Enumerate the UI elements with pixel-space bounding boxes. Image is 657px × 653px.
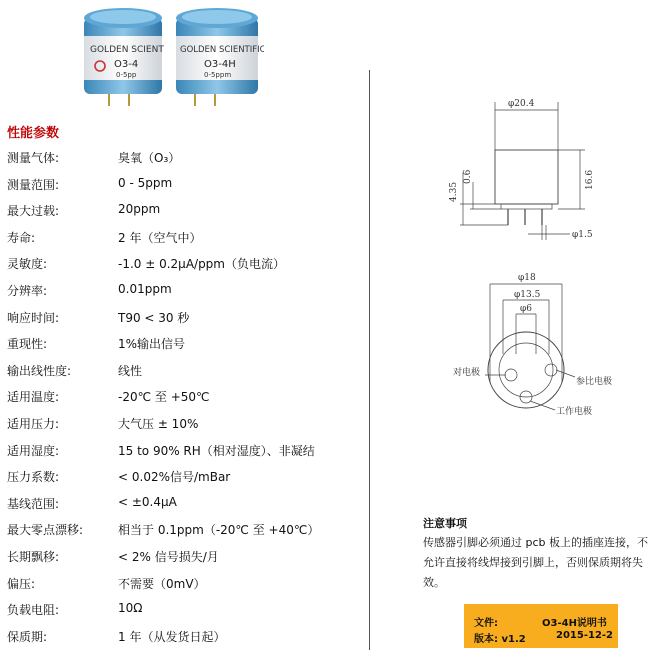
notes-title: 注意事项 <box>423 517 467 530</box>
counter-electrode-label: 对电极 <box>453 368 481 378</box>
spec-value: 不需要（0mV） <box>118 576 206 591</box>
spec-label: 保质期: <box>7 629 48 644</box>
spec-label: 偏压: <box>7 576 36 591</box>
photo-brand-right: GOLDEN SCIENTIFIC <box>180 45 264 55</box>
dim-top-width: φ20.4 <box>508 99 535 109</box>
dim-13-5: φ13.5 <box>514 290 541 300</box>
version-label: 版本: v1.2 <box>474 634 526 645</box>
photo-range-right: 0-5ppm <box>204 71 232 79</box>
dim-6: φ6 <box>520 304 533 314</box>
working-electrode-label: 工作电极 <box>556 407 593 417</box>
spec-value: 2 年（空气中） <box>118 230 202 245</box>
spec-row <box>7 276 367 302</box>
spec-label: 灵敏度: <box>7 257 48 272</box>
spec-value: 大气压 ± 10% <box>118 417 199 431</box>
spec-value: 相当于 0.1ppm（-20℃ 至 +40℃） <box>118 523 320 538</box>
spec-label: 测量范围: <box>7 177 60 192</box>
sensor-left <box>84 8 164 106</box>
spec-value: 线性 <box>118 363 143 378</box>
spec-label: 输出线性度: <box>7 363 72 378</box>
spec-row <box>7 143 367 169</box>
spec-row <box>7 170 367 196</box>
spec-value: 0 - 5ppm <box>118 175 173 190</box>
photo-model-right: O3-4H <box>204 59 236 70</box>
spec-label: 最大过载: <box>7 204 60 219</box>
spec-value: < ±0.4μA <box>118 494 177 509</box>
dimension-drawing <box>410 92 655 422</box>
photo-model-left: O3-4 <box>114 59 139 70</box>
document-info-box <box>464 604 618 648</box>
spec-label: 适用湿度: <box>7 443 60 458</box>
file-label: 文件: <box>474 618 498 629</box>
spec-row <box>7 489 367 515</box>
spec-label: 寿命: <box>7 230 36 245</box>
dim-16-6: 16.6 <box>585 169 595 190</box>
notes-text: 传感器引脚必须通过 pcb 板上的插座连接，不允许直接将线焊接到引脚上，否则保质期将失效。 <box>423 536 649 589</box>
dim-4-35: 4.35 <box>449 181 459 202</box>
dim-18: φ18 <box>518 273 536 283</box>
date-value: 2015-12-2 <box>556 630 614 641</box>
spec-row <box>7 542 367 568</box>
spec-value: 0.01ppm <box>118 282 172 296</box>
spec-value: 1 年（从发货日起） <box>118 629 226 644</box>
dim-pin-diameter: φ1.5 <box>572 230 593 240</box>
spec-row <box>7 329 367 355</box>
spec-label: 分辨率: <box>7 284 48 298</box>
spec-title: 性能参数 <box>7 126 60 141</box>
product-photo <box>78 0 264 108</box>
spec-label: 最大零点漂移: <box>7 523 84 538</box>
spec-row <box>7 196 367 222</box>
spec-row <box>7 462 367 488</box>
spec-row <box>7 303 367 329</box>
spec-row <box>7 436 367 462</box>
spec-value: -20℃ 至 +50℃ <box>118 390 210 405</box>
spec-label: 响应时间: <box>7 310 60 325</box>
spec-value: 15 to 90% RH（相对湿度）、非凝结 <box>118 443 315 458</box>
spec-row <box>7 569 367 595</box>
spec-label: 测量气体: <box>7 151 60 165</box>
photo-brand-left: GOLDEN SCIENT <box>90 45 164 55</box>
spec-value: 1%输出信号 <box>118 337 186 352</box>
spec-label: 重现性: <box>7 337 48 352</box>
spec-row <box>7 249 367 275</box>
file-value: O3-4H说明书 <box>542 618 607 629</box>
spec-label: 适用压力: <box>7 417 60 431</box>
spec-label: 负载电阻: <box>7 603 60 618</box>
spec-row <box>7 622 367 648</box>
spec-row <box>7 223 367 249</box>
spec-value: < 0.02%信号/mBar <box>118 470 231 485</box>
spec-label: 压力系数: <box>7 470 60 485</box>
spec-label: 适用温度: <box>7 390 60 405</box>
spec-row <box>7 515 367 541</box>
spec-value: -1.0 ± 0.2μA/ppm（负电流） <box>118 257 285 272</box>
sensor-right <box>176 8 264 106</box>
divider <box>369 70 370 650</box>
spec-row <box>7 382 367 408</box>
spec-row <box>7 409 367 435</box>
spec-value: 10Ω <box>118 601 143 616</box>
spec-value: T90 < 30 秒 <box>118 310 190 325</box>
spec-row <box>7 356 367 382</box>
spec-value: < 2% 信号损失/月 <box>118 550 219 564</box>
photo-range-left: 0-5pp <box>116 71 137 79</box>
dim-0-6: 0.6 <box>463 169 473 184</box>
spec-row <box>7 595 367 621</box>
spec-label: 基线范围: <box>7 496 60 511</box>
reference-electrode-label: 参比电极 <box>576 377 613 387</box>
spec-value: 臭氧（O₃） <box>118 151 181 165</box>
spec-label: 长期飘移: <box>7 550 60 564</box>
spec-value: 20ppm <box>118 202 161 217</box>
